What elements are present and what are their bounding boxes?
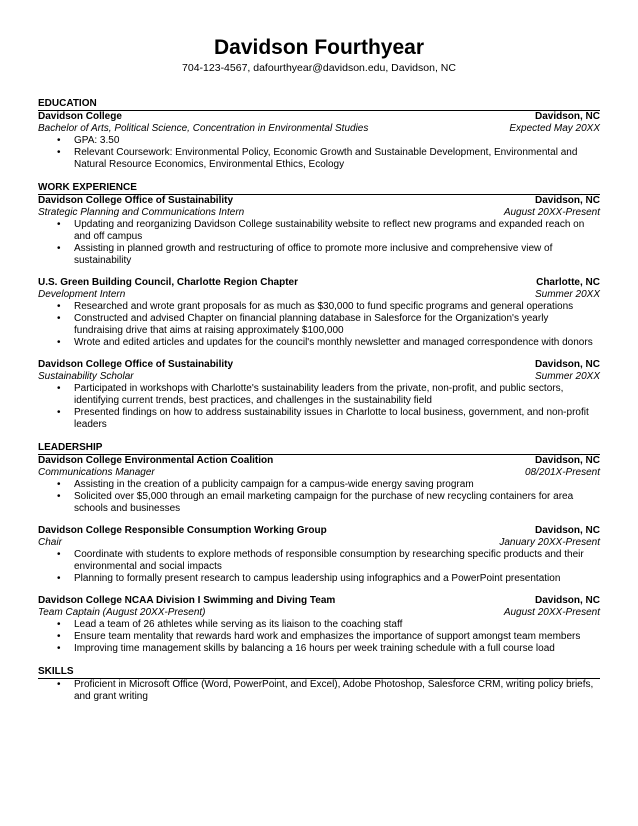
resume-sections	[38, 98, 600, 703]
bullet-marker: •	[57, 573, 61, 584]
entry-header-row	[38, 595, 600, 607]
role-title: Bachelor of Arts, Political Science, Concentration in Environmental Studies	[38, 123, 369, 134]
bullet-item	[38, 243, 600, 267]
bullet-item	[38, 619, 600, 631]
organization-name: U.S. Green Building Council, Charlotte Region Chapter	[38, 277, 299, 288]
bullet-marker: •	[57, 631, 61, 642]
entry	[38, 525, 600, 585]
bullet-list	[38, 479, 600, 515]
bullet-item	[38, 135, 600, 147]
entry-header-row	[38, 359, 600, 371]
bullet-item	[38, 301, 600, 313]
bullet-list	[38, 549, 600, 585]
bullet-text: Constructed and advised Chapter on financial planning database in Salesforce for the Organization's yearly fundraising drive that aims at raising approximately $100,000	[74, 313, 549, 336]
location: Charlotte, NC	[536, 277, 600, 288]
bullet-item	[38, 491, 600, 515]
bullet-list	[38, 135, 600, 171]
role-title: Chair	[38, 537, 62, 548]
date-range: August 20XX-Present	[503, 207, 600, 218]
date-range: Summer 20XX	[534, 289, 600, 300]
bullet-marker: •	[57, 243, 61, 254]
section-work-experience	[38, 182, 600, 431]
entry-role-row	[38, 607, 600, 619]
bullet-text: Assisting in planned growth and restructuring of office to promote more inclusive and comprehensive view of sustainability	[74, 243, 553, 266]
entry-role-row	[38, 289, 600, 301]
entry-header-row	[38, 195, 600, 207]
date-range: August 20XX-Present	[503, 607, 600, 618]
bullet-marker: •	[57, 619, 61, 630]
bullet-text: Solicited over $5,000 through an email marketing campaign for the purchase of new recycling containers for area schools and businesses	[74, 491, 574, 514]
organization-name: Davidson College	[38, 111, 122, 122]
entry-header-row	[38, 525, 600, 537]
role-title: Development Intern	[38, 289, 126, 300]
bullet-text: Coordinate with students to explore methods of responsible consumption by researching specific products and their environmental and social impacts	[74, 549, 584, 572]
organization-name: Davidson College NCAA Division I Swimming and Diving Team	[38, 595, 336, 606]
bullet-marker: •	[57, 643, 61, 654]
date-range: 08/201X-Present	[524, 467, 600, 478]
bullet-text: Lead a team of 26 athletes while serving as its liaison to the coaching staff	[74, 619, 403, 630]
location: Davidson, NC	[534, 595, 600, 606]
section-education	[38, 98, 600, 171]
bullet-marker: •	[57, 407, 61, 418]
bullet-item	[38, 549, 600, 573]
bullet-item	[38, 679, 600, 703]
entry-header-row	[38, 111, 600, 123]
location: Davidson, NC	[534, 111, 600, 122]
bullet-text: Wrote and edited articles and updates for the council's monthly newsletter and managed correspondence with donors	[74, 337, 593, 348]
entry	[38, 595, 600, 655]
bullet-item	[38, 407, 600, 431]
entry-role-row	[38, 207, 600, 219]
bullet-item	[38, 337, 600, 349]
bullet-text: Relevant Coursework: Environmental Policy, Economic Growth and Sustainable Development, Environmental and Natural Resource Economics, Environmental Ethics, Ecology	[74, 147, 578, 170]
section-skills	[38, 666, 600, 703]
bullet-marker: •	[57, 383, 61, 394]
bullet-marker: •	[57, 337, 61, 348]
entry	[38, 359, 600, 431]
section-heading: EDUCATION	[38, 98, 600, 111]
bullet-text: GPA: 3.50	[74, 135, 120, 146]
entry-role-row	[38, 371, 600, 383]
bullet-list	[38, 619, 600, 655]
section-heading: WORK EXPERIENCE	[38, 182, 600, 195]
date-range: Summer 20XX	[534, 371, 600, 382]
bullet-item	[38, 147, 600, 171]
entry-role-row	[38, 537, 600, 549]
candidate-name: Davidson Fourthyear	[213, 36, 425, 59]
bullet-item	[38, 631, 600, 643]
entry	[38, 455, 600, 515]
bullet-list	[38, 301, 600, 349]
bullet-text: Researched and wrote grant proposals for as much as $30,000 to fund specific programs and general operations	[74, 301, 574, 312]
bullet-marker: •	[57, 679, 61, 690]
bullet-item	[38, 479, 600, 491]
bullet-item	[38, 313, 600, 337]
role-title: Team Captain (August 20XX-Present)	[38, 607, 206, 618]
bullet-text: Improving time management skills by balancing a 16 hours per week training schedule with a full course load	[74, 643, 555, 654]
bullet-marker: •	[57, 313, 61, 324]
bullet-list	[38, 219, 600, 267]
bullet-marker: •	[57, 549, 61, 560]
date-range: January 20XX-Present	[499, 537, 600, 548]
bullet-marker: •	[57, 219, 61, 230]
bullet-text: Updating and reorganizing Davidson College sustainability website to reflect new programs and expanded reach on and off campus	[74, 219, 585, 242]
bullet-marker: •	[57, 491, 61, 502]
entry	[38, 277, 600, 349]
bullet-text: Assisting in the creation of a publicity campaign for a campus-wide energy saving program	[74, 479, 474, 490]
role-title: Sustainability Scholar	[38, 371, 134, 382]
entry	[38, 679, 600, 703]
entry-role-row	[38, 467, 600, 479]
bullet-text: Participated in workshops with Charlotte's sustainability leaders from the private, non-profit, and public sectors, identifying current trends, best practices, and challenges in the sustainability field	[74, 383, 564, 406]
role-title: Strategic Planning and Communications Intern	[38, 207, 245, 218]
location: Davidson, NC	[534, 195, 600, 206]
entry-header-row	[38, 277, 600, 289]
bullet-text: Planning to formally present research to campus leadership using infographics and a PowerPoint presentation	[74, 573, 561, 584]
bullet-marker: •	[57, 301, 61, 312]
organization-name: Davidson College Environmental Action Coalition	[38, 455, 274, 466]
location: Davidson, NC	[534, 455, 600, 466]
contact-line: 704-123-4567, dafourthyear@davidson.edu, Davidson, NC	[182, 62, 456, 74]
bullet-item	[38, 573, 600, 585]
organization-name: Davidson College Responsible Consumption Working Group	[38, 525, 327, 536]
entry-header-row	[38, 455, 600, 467]
section-heading: LEADERSHIP	[38, 442, 600, 455]
role-title: Communications Manager	[38, 467, 155, 478]
bullet-item	[38, 383, 600, 407]
location: Davidson, NC	[534, 525, 600, 536]
organization-name: Davidson College Office of Sustainability	[38, 195, 234, 206]
bullet-text: Presented findings on how to address sustainability issues in Charlotte to local business, government, and non-profit leaders	[74, 407, 589, 430]
bullet-text: Ensure team mentality that rewards hard work and emphasizes the importance of support amongst team members	[74, 631, 581, 642]
bullet-item	[38, 219, 600, 243]
entry-role-row	[38, 123, 600, 135]
bullet-marker: •	[57, 135, 61, 146]
bullet-marker: •	[57, 147, 61, 158]
location: Davidson, NC	[534, 359, 600, 370]
bullet-item	[38, 643, 600, 655]
entry	[38, 195, 600, 267]
section-leadership	[38, 442, 600, 655]
date-range: Expected May 20XX	[509, 123, 600, 134]
bullet-text: Proficient in Microsoft Office (Word, PowerPoint, and Excel), Adobe Photoshop, Salesforce CRM, writing policy briefs, and grant writing	[74, 679, 594, 702]
bullet-list	[38, 679, 600, 703]
resume-page	[38, 36, 600, 703]
bullet-marker: •	[57, 479, 61, 490]
organization-name: Davidson College Office of Sustainability	[38, 359, 234, 370]
entry	[38, 111, 600, 171]
section-heading: SKILLS	[38, 666, 600, 679]
bullet-list	[38, 383, 600, 431]
